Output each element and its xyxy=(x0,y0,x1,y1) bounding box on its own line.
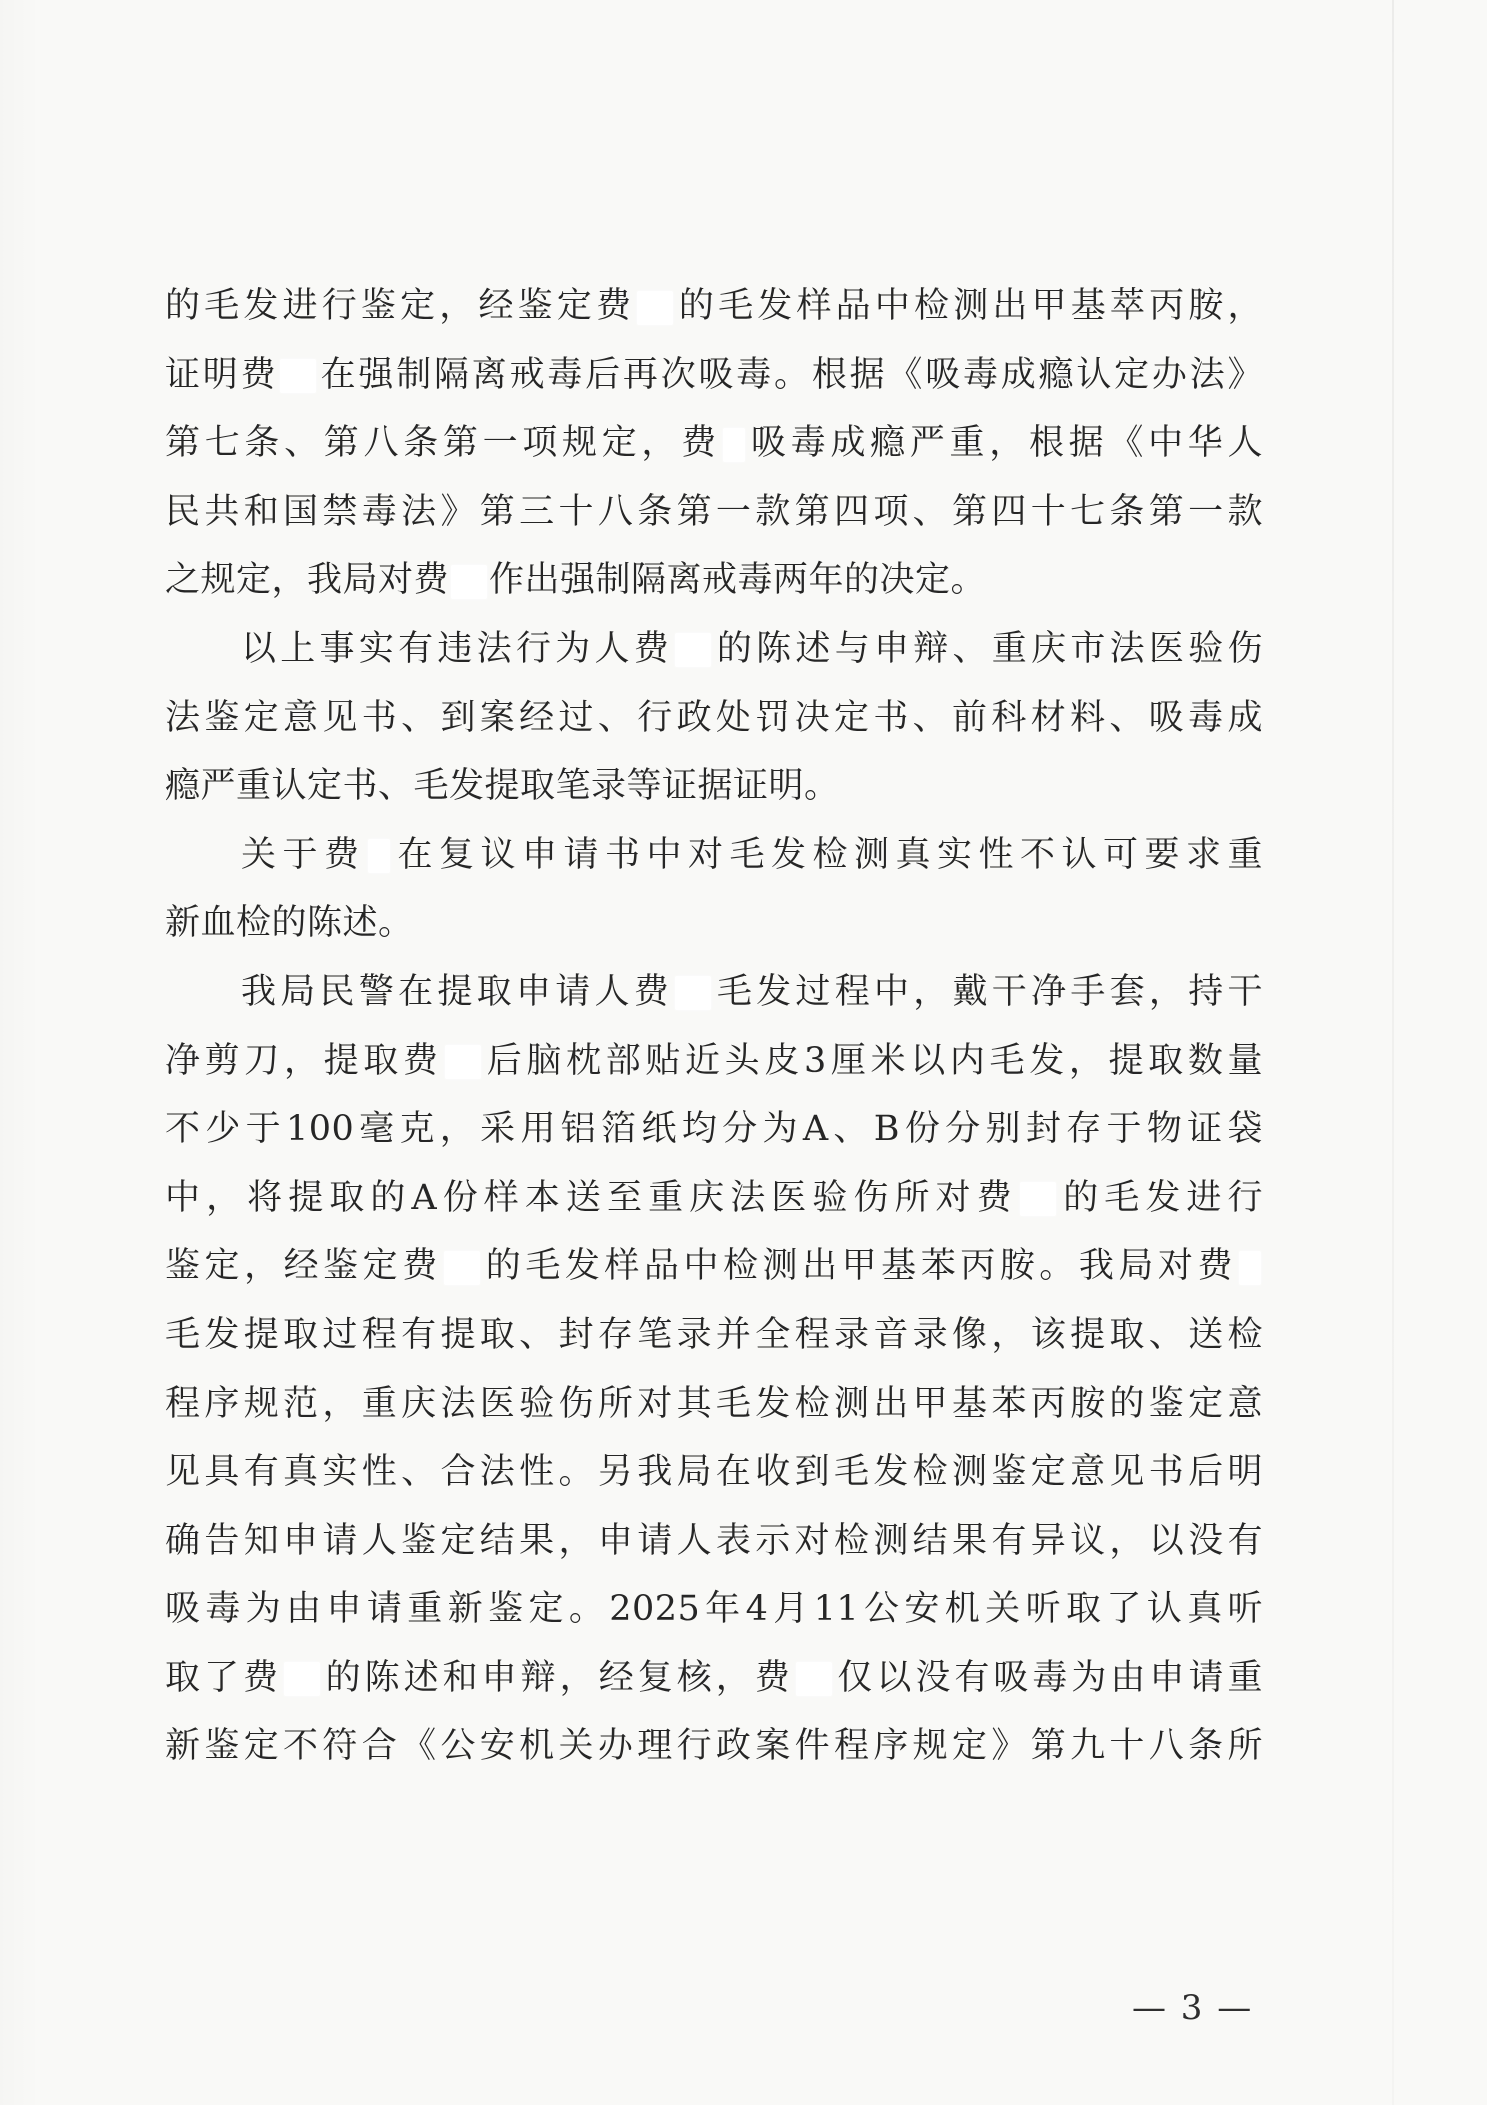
paragraph-start-line xyxy=(165,615,1263,684)
text-segment: 毛发提取过程有提取、封存笔录并全程录音录像，该提取、送检 xyxy=(165,1314,1263,1355)
text-segment: 鉴定，经鉴定费 xyxy=(165,1246,442,1287)
redaction-mark xyxy=(723,428,745,462)
redaction-mark xyxy=(1020,1182,1056,1216)
text-segment: 关于费 xyxy=(241,834,366,875)
text-segment: 法鉴定意见书、到案经过、行政处罚决定书、前科材料、吸毒成 xyxy=(165,697,1263,738)
paragraph-start-line xyxy=(165,821,1263,890)
text-line xyxy=(165,546,1263,615)
text-line xyxy=(165,1370,1263,1439)
text-segment: 瘾严重认定书、毛发提取笔录等证据证明。 xyxy=(165,766,840,807)
redaction-mark xyxy=(1239,1251,1261,1285)
text-segment: 见具有真实性、合法性。另我局在收到毛发检测鉴定意见书后明 xyxy=(165,1452,1263,1493)
text-segment: 吸毒为由申请重新鉴定。2025年4月11公安机关听取了认真听 xyxy=(165,1589,1263,1630)
text-segment: 的陈述和申辩，经复核，费 xyxy=(322,1657,794,1698)
redaction-mark xyxy=(796,1662,832,1696)
text-line xyxy=(165,1438,1263,1507)
text-segment: 取了费 xyxy=(165,1657,283,1698)
text-segment: 仅以没有吸毒为由申请重 xyxy=(833,1657,1263,1698)
text-segment: 确告知申请人鉴定结果，申请人表示对检测结果有异议，以没有 xyxy=(165,1520,1263,1561)
text-segment: 不少于100毫克，采用铝箔纸均分为A、B份分别封存于物证袋 xyxy=(165,1109,1263,1150)
text-line xyxy=(165,1575,1263,1644)
text-segment: 的毛发进行鉴定，经鉴定费 xyxy=(165,286,636,326)
text-segment: 的陈述与申辩、重庆市法医验伤 xyxy=(713,628,1263,669)
text-segment: 中，将提取的A份样本送至重庆法医验伤所对费 xyxy=(165,1177,1018,1218)
text-segment: 的毛发进行 xyxy=(1057,1177,1263,1218)
redaction-mark xyxy=(675,633,711,667)
scan-fold-line xyxy=(1392,0,1394,2105)
text-segment: 之规定，我局对费 xyxy=(165,560,450,601)
text-line xyxy=(165,341,1263,410)
document-body xyxy=(165,272,1263,1781)
redaction-mark xyxy=(675,976,711,1010)
text-line xyxy=(165,1507,1263,1576)
text-segment: 民共和国禁毒法》第三十八条第一款第四项、第四十七条第一款 xyxy=(165,491,1263,532)
text-line xyxy=(165,1232,1263,1301)
text-segment: 后脑枕部贴近头皮3厘米以内毛发，提取数量 xyxy=(482,1040,1263,1081)
text-segment: 我局民警在提取申请人费 xyxy=(241,971,674,1012)
text-segment: 的毛发样品中检测出甲基苯丙胺。我局对费 xyxy=(481,1246,1237,1287)
text-line xyxy=(165,1301,1263,1370)
text-line xyxy=(165,1027,1263,1096)
redaction-mark xyxy=(444,1251,480,1285)
redaction-mark xyxy=(637,291,673,325)
text-segment: 在复议申请书中对毛发检测真实性不认可要求重 xyxy=(391,834,1263,875)
text-line xyxy=(165,1095,1263,1164)
text-line xyxy=(165,1712,1263,1781)
text-segment: 作出强制隔离戒毒两年的决定。 xyxy=(489,560,987,601)
redaction-mark xyxy=(280,359,316,393)
text-segment: 第七条、第八条第一项规定，费 xyxy=(165,423,721,464)
text-segment: 净剪刀，提取费 xyxy=(165,1040,443,1081)
text-line xyxy=(165,684,1263,753)
text-segment: 在强制隔离戒毒后再次吸毒。根据《吸毒成瘾认定办法》 xyxy=(318,354,1263,395)
text-line xyxy=(165,272,1263,341)
text-segment: 程序规范，重庆法医验伤所对其毛发检测出甲基苯丙胺的鉴定意 xyxy=(165,1383,1263,1424)
text-line xyxy=(165,478,1263,547)
text-segment: 新鉴定不符合《公安机关办理行政案件程序规定》第九十八条所 xyxy=(165,1726,1263,1767)
text-line xyxy=(165,1164,1263,1233)
text-line xyxy=(165,1644,1263,1713)
redaction-mark xyxy=(445,1045,481,1079)
text-segment: 吸毒成瘾严重，根据《中华人 xyxy=(746,423,1263,464)
text-segment: 毛发过程中，戴干净手套，持干 xyxy=(713,971,1263,1012)
text-segment: 新血检的陈述。 xyxy=(165,903,414,944)
text-line xyxy=(165,752,1263,821)
redaction-mark xyxy=(284,1662,320,1696)
redaction-mark xyxy=(368,839,390,873)
text-segment: 以上事实有违法行为人费 xyxy=(241,628,674,669)
paragraph-start-line xyxy=(165,958,1263,1027)
text-line xyxy=(165,409,1263,478)
text-segment: 的毛发样品中检测出甲基萃丙胺， xyxy=(675,286,1263,326)
text-segment: 证明费 xyxy=(165,354,279,395)
page-number: — 3 — xyxy=(1132,1988,1254,2028)
redaction-mark xyxy=(451,565,487,599)
text-line xyxy=(165,889,1263,958)
